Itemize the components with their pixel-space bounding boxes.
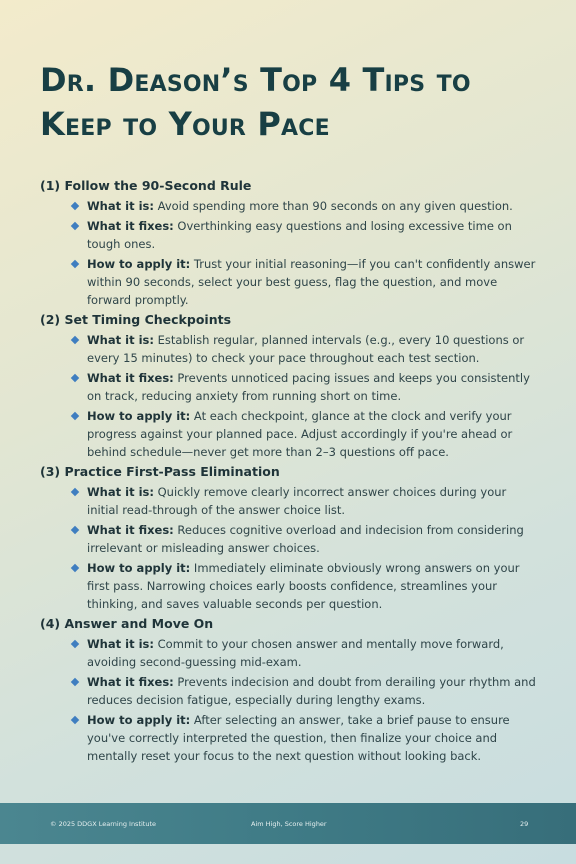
section-items [72,635,540,765]
item-label: What it fixes: [87,523,174,537]
diamond-bullet-icon [71,222,79,230]
item-label: What it fixes: [87,219,174,233]
list-item [72,711,540,765]
item-text: Prevents unnoticed pacing issues and keeps you consistently on track, reducing anxiety from running short on time. [87,371,530,403]
list-item [72,559,540,613]
footer-copyright: © 2025 DDGX Learning Institute [50,820,157,828]
item-label: What it fixes: [87,675,174,689]
list-item [72,197,540,215]
diamond-bullet-icon [71,564,79,572]
item-text: After selecting an answer, take a brief pause to ensure you've correctly interpreted the question, then finalize your choice and mentally reset your focus to the next question without looking back. [87,713,510,763]
item-label: How to apply it: [87,713,191,727]
section-heading: (4) Answer and Move On [40,616,214,631]
item-label: What it is: [87,637,154,651]
item-text: Reduces cognitive overload and indecision from considering irrelevant or misleading answer choices. [87,523,524,555]
diamond-bullet-icon [71,336,79,344]
list-item [72,255,540,309]
diamond-bullet-icon [71,678,79,686]
list-item [72,673,540,709]
item-text: Avoid spending more than 90 seconds on any given question. [157,199,513,213]
diamond-bullet-icon [71,640,79,648]
tip-section [40,616,540,765]
tips-list [40,175,540,767]
tip-section [40,312,540,461]
diamond-bullet-icon [71,412,79,420]
section-heading: (3) Practice First-Pass Elimination [40,464,280,479]
footer-bar [0,803,576,844]
page-title: Dr. Deason’s Top 4 Tips to Keep to Your Pace [40,61,471,143]
list-item [72,331,540,367]
list-item [72,369,540,405]
item-text: At each checkpoint, glance at the clock and verify your progress against your planned pace. Adjust accordingly if you're ahead or behind schedule—never get more than 2–3 questions off pace. [87,409,513,459]
tip-section [40,178,540,309]
list-item [72,521,540,557]
item-label: What it is: [87,199,154,213]
section-items [72,197,540,309]
page-number: 29 [520,820,529,828]
item-label: How to apply it: [87,257,191,271]
section-items [72,331,540,461]
list-item [72,217,540,253]
item-text: Trust your initial reasoning—if you can't confidently answer within 90 seconds, select your best guess, flag the question, and move forward promptly. [87,257,536,307]
item-text: Overthinking easy questions and losing excessive time on tough ones. [87,219,512,251]
section-heading: (1) Follow the 90-Second Rule [40,178,252,193]
diamond-bullet-icon [71,488,79,496]
item-label: What it is: [87,485,154,499]
footer-tagline: Aim High, Score Higher [251,820,327,828]
item-text: Prevents indecision and doubt from derailing your rhythm and reduces decision fatigue, especially during lengthy exams. [87,675,536,707]
item-text: Commit to your chosen answer and mentally move forward, avoiding second-guessing mid-exam. [87,637,504,669]
item-label: How to apply it: [87,561,191,575]
list-item [72,635,540,671]
item-text: Immediately eliminate obviously wrong answers on your first pass. Narrowing choices early boosts confidence, streamlines your thinking, and saves valuable seconds per question. [87,561,520,611]
diamond-bullet-icon [71,526,79,534]
item-text: Quickly remove clearly incorrect answer choices during your initial read-through of the answer choice list. [87,485,507,517]
item-label: What it is: [87,333,154,347]
item-label: What it fixes: [87,371,174,385]
diamond-bullet-icon [71,374,79,382]
list-item [72,407,540,461]
section-items [72,483,540,613]
diamond-bullet-icon [71,202,79,210]
item-label: How to apply it: [87,409,191,423]
section-heading: (2) Set Timing Checkpoints [40,312,232,327]
list-item [72,483,540,519]
tip-section [40,464,540,613]
diamond-bullet-icon [71,716,79,724]
item-text: Establish regular, planned intervals (e.g., every 10 questions or every 15 minutes) to check your pace throughout each test section. [87,333,525,365]
diamond-bullet-icon [71,260,79,268]
